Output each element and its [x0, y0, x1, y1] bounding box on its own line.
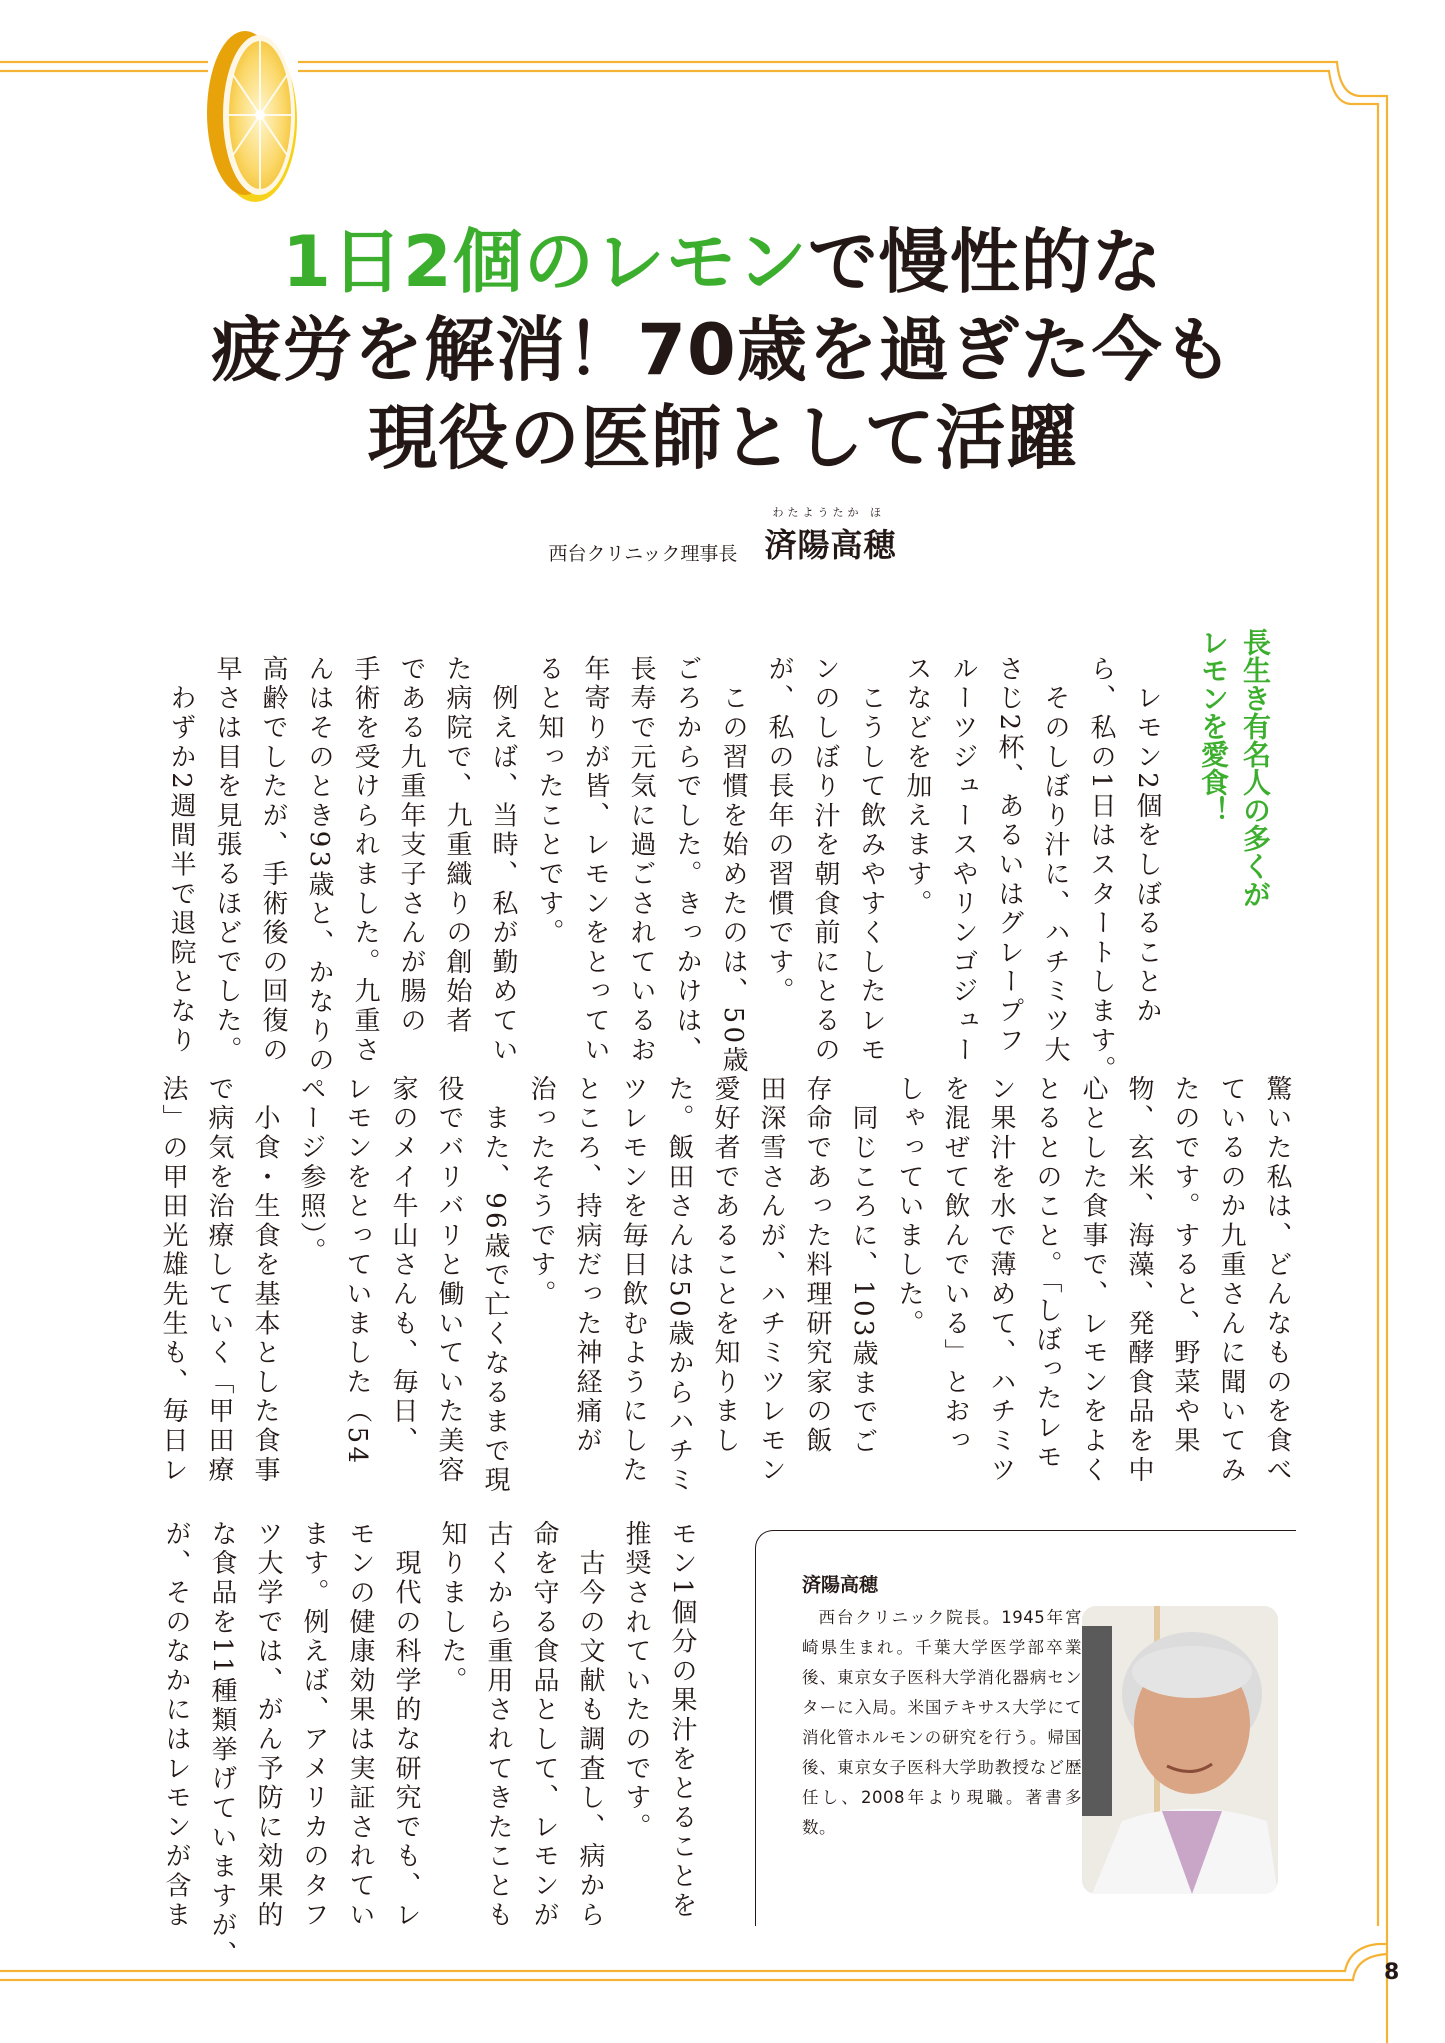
body-block-middle: [140, 1075, 1300, 1496]
text-column: ると知ったことです。: [534, 655, 564, 948]
text-column: た病院で、九重織りの創始者: [442, 655, 472, 1036]
author-profile: [802, 1570, 1082, 1843]
text-column: しゃっていました。: [894, 1075, 924, 1339]
text-column: ツ大学では、がん予防に効果的: [253, 1520, 283, 1931]
lemon-illustration: [205, 25, 300, 205]
text-column: ごろからでした。きっかけは、: [672, 655, 702, 1066]
page-number: 8: [1384, 1960, 1400, 1985]
text-column: 驚いた私は、どんなものを食べ: [1262, 1075, 1292, 1486]
text-column: 長寿で元気に過ごされているお: [626, 655, 656, 1066]
text-column: 例えば、当時、私が勤めてい: [488, 655, 518, 1066]
article-headline: [0, 218, 1445, 482]
author-role: 西台クリニック理事長: [548, 543, 738, 565]
side-heading: [1192, 628, 1276, 1008]
text-column: そのしぼり汁に、ハチミツ大: [1040, 655, 1070, 1066]
text-column: たのです。すると、野菜や果: [1170, 1075, 1200, 1456]
portrait-image: [1082, 1606, 1278, 1894]
text-column: とるとのこと。「しぼったレモ: [1032, 1075, 1062, 1473]
text-column: ンのしぼり汁を朝食前にとるの: [810, 655, 840, 1066]
text-column: 古くから重用されてきたことも: [483, 1520, 513, 1931]
headline-line-1: [0, 218, 1445, 306]
text-column: が、私の長年の習慣です。: [764, 655, 794, 1007]
headline-line-2: 疲労を解消！70歳を過ぎた今も: [211, 309, 1234, 391]
text-column: 古今の文献も調査し、病から: [575, 1520, 605, 1931]
text-column: 存命であった料理研究家の飯: [802, 1075, 832, 1456]
profile-bio: 西台クリニック院長。1945年宮崎県生まれ。千葉大学医学部卒業後、東京女子医科大学消化器病センターに入局。米国テキサス大学にて消化管ホルモンの研究を行う。帰国後、東京女子医科大学助教授など歴任し、2008年より現職。著書多数。: [802, 1608, 1082, 1837]
text-column: 命を守る食品として、レモンが: [529, 1520, 559, 1931]
text-column: この習慣を始めたのは、50歳: [718, 655, 748, 1076]
text-column: ページ参照）。: [296, 1075, 326, 1268]
text-column: レモン2個をしぼることか: [1132, 655, 1162, 1027]
text-column: 手術を受けられました。九重さ: [350, 655, 380, 1066]
text-column: 知りました。: [437, 1520, 467, 1696]
text-column: 年寄りが皆、レモンをとってい: [580, 655, 610, 1066]
text-column: 推奨されていたのです。: [621, 1520, 651, 1843]
text-column: 治ったそうです。: [526, 1075, 556, 1310]
text-column: 同じころに、103歳までご: [848, 1075, 878, 1457]
text-column: 家のメイ牛山さんも、毎日、: [388, 1075, 418, 1456]
text-column: 法」の甲田光雄先生も、毎日レ: [158, 1075, 188, 1486]
text-column: 小食・生食を基本とした食事: [250, 1075, 280, 1486]
text-column: が、そのなかにはレモンが含ま: [161, 1520, 191, 1931]
text-column: を混ぜて飲んでいる」とおっ: [940, 1075, 970, 1456]
text-column: レモンをとっていました（54: [342, 1075, 372, 1467]
author-portrait: [1082, 1606, 1278, 1894]
text-column: こうして飲みやすくしたレモ: [856, 655, 886, 1066]
text-column: た。飯田さんは50歳からハチミ: [664, 1075, 694, 1496]
text-column: 役でバリバリと働いていた美容: [434, 1075, 464, 1486]
text-column: ツレモンを毎日飲むようにした: [618, 1075, 648, 1486]
text-column: んはそのとき93歳と、かなりの: [304, 655, 334, 1076]
text-column: ン果汁を水で薄めて、ハチミツ: [986, 1075, 1016, 1486]
author-name-ruby: わたようたか ほ: [772, 506, 885, 519]
body-block-top: [140, 655, 1170, 1086]
text-column: ルーツジュースやリンゴジュー: [948, 655, 978, 1066]
headline-highlight: 1日2個のレモン: [282, 221, 808, 303]
text-column: な食品を11種類挙げていますが、: [207, 1520, 237, 1970]
text-column: ているのか九重さんに聞いてみ: [1216, 1075, 1246, 1486]
headline-line-1-rest: で慢性的な: [807, 221, 1163, 303]
text-column: 早さは目を見張るほどでした。: [212, 655, 242, 1066]
byline: [0, 506, 1445, 566]
text-column: モン1個分の果汁をとることを: [667, 1520, 697, 1921]
text-column: 高齢でしたが、手術後の回復の: [258, 655, 288, 1066]
text-column: わずか2週間半で退院となり: [166, 655, 196, 1056]
text-column: 心とした食事で、レモンをよく: [1078, 1075, 1108, 1486]
text-column: モンの健康効果は実証されてい: [345, 1520, 375, 1931]
text-column: 田深雪さんが、ハチミツレモン: [756, 1075, 786, 1486]
text-column: 物、玄米、海藻、発酵食品を中: [1124, 1075, 1154, 1486]
text-column: また、96歳で亡くなるまで現: [480, 1075, 510, 1496]
side-heading-line-2: レモンを愛食！: [1197, 628, 1230, 824]
text-column: スなどを加えます。: [902, 655, 932, 919]
headline-line-3: 現役の医師として活躍: [367, 397, 1078, 479]
text-column: さじ2杯、あるいはグレープフ: [994, 655, 1024, 1056]
author-name-wrap: [764, 506, 897, 566]
text-column: 愛好者であることを知りまし: [710, 1075, 740, 1456]
text-column: ら、私の1日はスタートします。: [1086, 655, 1116, 1086]
text-column: である九重年支子さんが腸の: [396, 655, 426, 1036]
text-column: ところ、持病だった神経痛が: [572, 1075, 602, 1456]
side-heading-line-1: 長生き有名人の多くが: [1239, 628, 1272, 908]
text-column: で病気を治療していく「甲田療: [204, 1075, 234, 1486]
body-block-bottom: [140, 1520, 705, 1970]
text-column: ます。例えば、アメリカのタフ: [299, 1520, 329, 1931]
profile-name: 済陽高穂: [802, 1574, 879, 1596]
author-name: 済陽高穂: [764, 526, 897, 564]
text-column: 現代の科学的な研究でも、レ: [391, 1520, 421, 1931]
